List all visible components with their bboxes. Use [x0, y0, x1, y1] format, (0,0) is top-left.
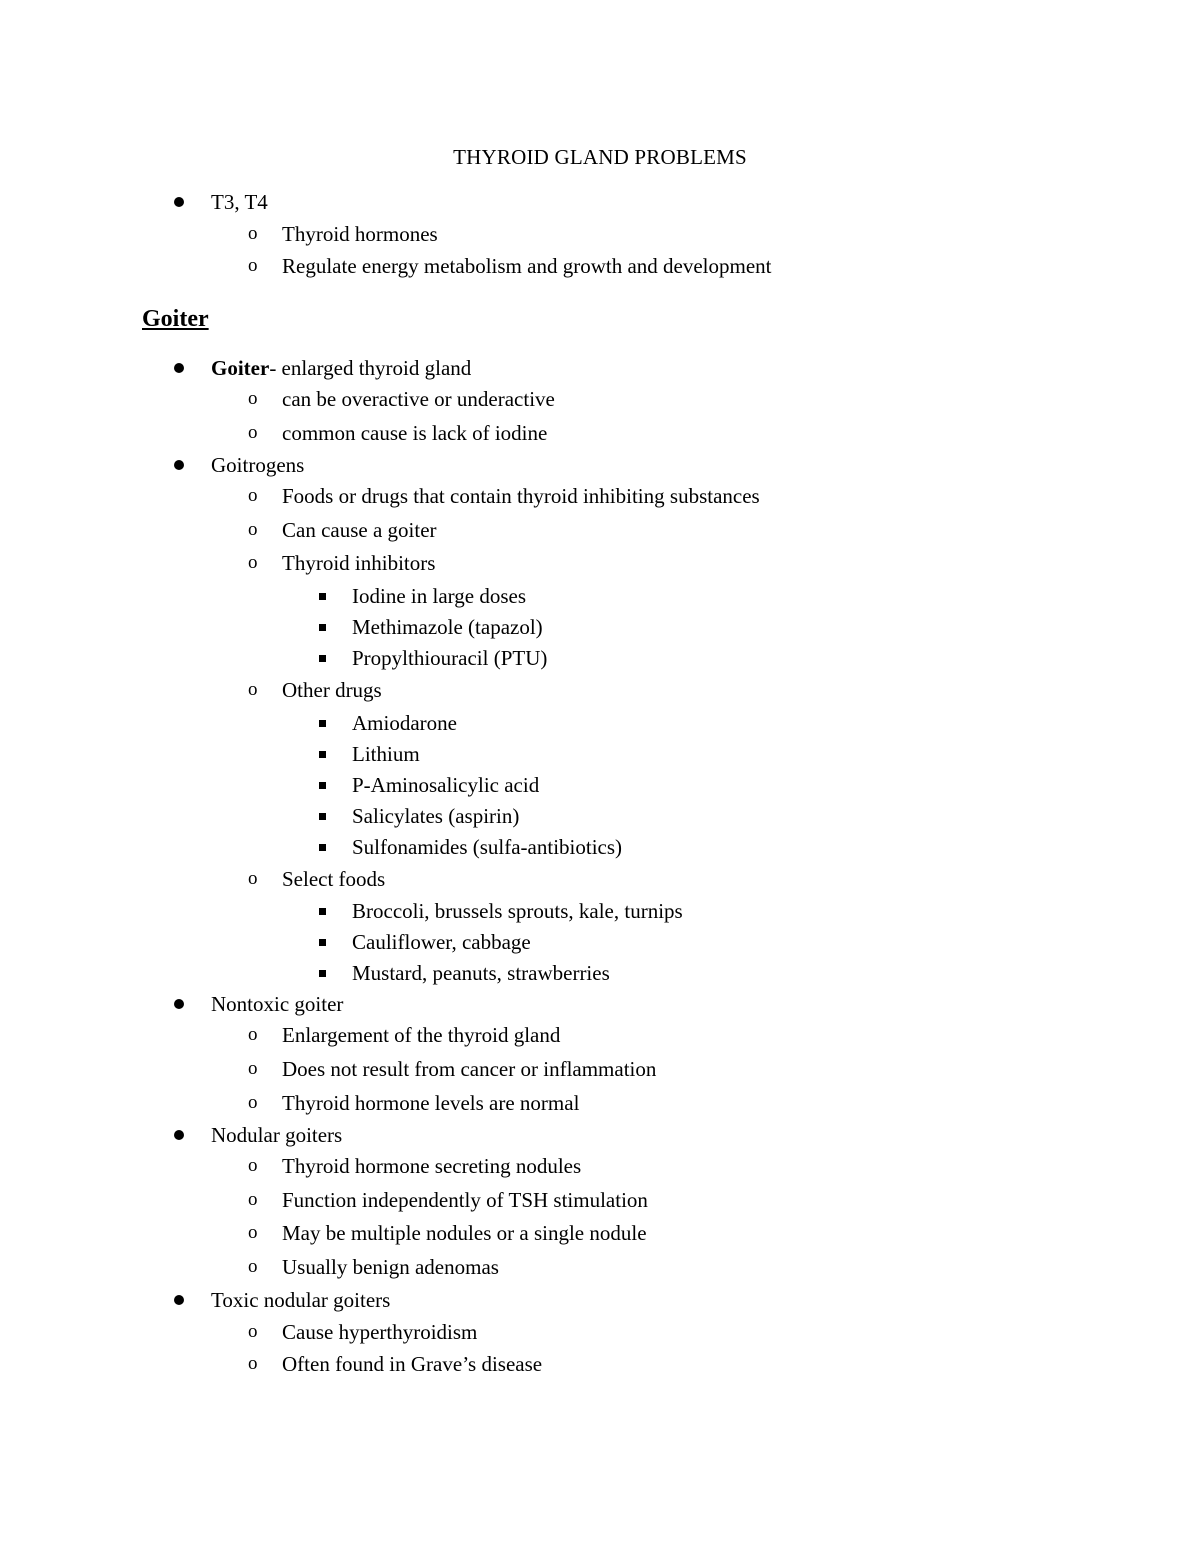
- document-title: THYROID GLAND PROBLEMS: [453, 145, 747, 169]
- bullet-icon: [174, 353, 186, 383]
- bullet-o-icon: o: [248, 388, 258, 409]
- bullet-o-icon: o: [248, 223, 258, 244]
- document-page: THYROID GLAND PROBLEMS T3, T4 o Thyroid hormones o Regulate energy metabolism and growth and development Goiter Goiter- enlarged thyroid gland o can be overactive or underactive o common cause is lack of iodine Goitrogens o Foods or drugs that contain thyroid inhibiting substances o Can cause a goiter o Thyroid inhibitors Iodine in large doses Methimazole (tapazol) Propylthiouracil (PTU) o Other drugs Amiodarone Lithium P-Aminosalicylic acid Salicylates (aspirin) Sulfonamides (sulfa-antibiotics) o Select foods Broccoli, brussels sprouts, kale, turnips Cauliflower, cabbage Mustard, peanuts, strawberries Nontoxic goiter o Enlargement of the thyroid gland o Does not result from cancer or inflammation o Thyroid hormone levels are normal Nodular goiters o Thyroid hormone secreting nodules o Function independently of TSH stimulation o May be multiple nodules or a single nodule o Usually benign adenomas Toxic nodular goiters o Cause hyperthyroidism o Often found in Grave’s disease: [0, 0, 1200, 1553]
- section-heading-goiter: Goiter: [142, 306, 209, 332]
- bullet-o-icon: o: [248, 1058, 258, 1079]
- bullet-o-icon: o: [248, 1222, 258, 1243]
- bullet-icon: [174, 1285, 186, 1315]
- bullet-square-icon: [319, 739, 329, 769]
- bullet-square-icon: [319, 896, 329, 926]
- bullet-o-icon: o: [248, 1321, 258, 1342]
- bullet-square-icon: [319, 612, 329, 642]
- bullet-o-icon: o: [248, 1024, 258, 1045]
- bullet-o-icon: o: [248, 868, 258, 889]
- bullet-o-icon: o: [248, 422, 258, 443]
- bullet-icon: [174, 187, 186, 217]
- bullet-square-icon: [319, 958, 329, 988]
- bullet-o-icon: o: [248, 679, 258, 700]
- bullet-square-icon: [319, 801, 329, 831]
- bullet-o-icon: o: [248, 255, 258, 276]
- bullet-square-icon: [319, 927, 329, 957]
- bullet-square-icon: [319, 581, 329, 611]
- bullet-o-icon: o: [248, 552, 258, 573]
- term-goiter: Goiter: [211, 356, 270, 380]
- bullet-icon: [174, 1120, 186, 1150]
- bullet-square-icon: [319, 770, 329, 800]
- bullet-o-icon: o: [248, 1092, 258, 1113]
- bullet-icon: [174, 989, 186, 1019]
- bullet-o-icon: o: [248, 519, 258, 540]
- bullet-o-icon: o: [248, 1189, 258, 1210]
- bullet-square-icon: [319, 832, 329, 862]
- bullet-o-icon: o: [248, 1353, 258, 1374]
- bullet-square-icon: [319, 643, 329, 673]
- bullet-o-icon: o: [248, 1256, 258, 1277]
- term-definition: - enlarged thyroid gland: [269, 356, 472, 380]
- bullet-icon: [174, 450, 186, 480]
- bullet-o-icon: o: [248, 1155, 258, 1176]
- bullet-o-icon: o: [248, 485, 258, 506]
- bullet-square-icon: [319, 708, 329, 738]
